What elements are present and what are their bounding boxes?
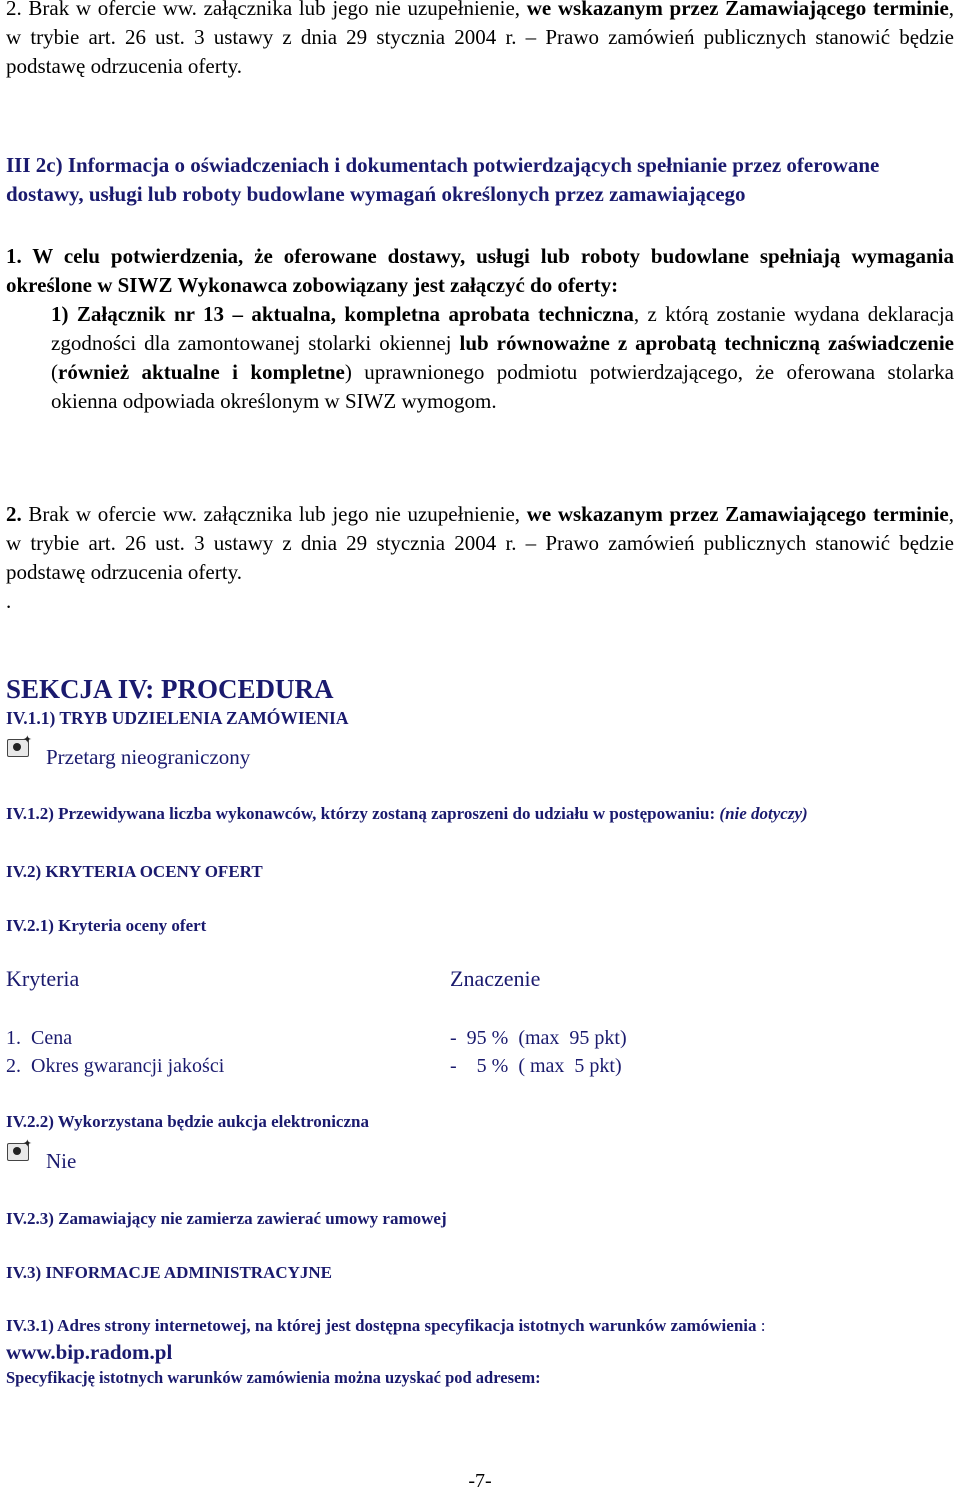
paragraph-top-rest: , w trybie art. 26 ust. 3 ustawy z dnia 29 stycznia 2004 r. – Prawo zamówień publicznych stanowić będzie podstawę odrzucenia oferty. [6,0,955,78]
criteria-row-num: 2. [6,1055,21,1077]
bip-url-link[interactable]: www.bip.radom.pl [6,1340,173,1364]
heading-iv-2-1-text: IV.2.1) Kryteria oceny ofert [6,916,207,935]
attachment-item-bold2: lub równoważne z aprobatą techniczną zaświadczenie [459,331,955,355]
heading-iv-2-2-text: IV.2.2) Wykorzystana będzie aukcja elektroniczna [6,1112,369,1131]
heading-iv-1-2-value: (nie dotyczy) [719,804,808,823]
paragraph-2-bold: we wskazanym przez Zamawiającego terminie [526,502,949,526]
criteria-row-name: Okres gwarancji jakości [31,1055,225,1077]
heading-iv-3 [6,1262,954,1284]
aukcja-row [6,1138,954,1174]
heading-iv-2-2 [6,1111,954,1133]
aukcja-value: Nie [46,1149,77,1173]
criteria-header-znaczenie: Znaczenie [450,966,541,991]
paragraph-top [6,0,954,81]
tryb-row [6,734,954,769]
heading-iii-2c [6,151,954,209]
option-selected-icon: ✦ [6,1142,30,1162]
attachment-item-mid: , z którą zostanie wydana deklaracja zgodności dla zamontowanej stolarki okiennej [51,302,954,355]
heading-iv-2-3-text: IV.2.3) Zamawiający nie zamierza zawierać umowy ramowej [6,1209,447,1228]
paragraph-2-text: Brak w ofercie ww. załącznika lub jego nie uzupełnienie, [21,502,527,526]
criteria-row-weight: - 95 % (max 95 pkt) [450,1027,627,1049]
heading-iv-2 [6,861,954,883]
paragraph-top-text: 2. Brak w ofercie ww. załącznika lub jego nie uzupełnienie, [6,0,521,20]
heading-iv-1-2 [6,803,954,825]
paragraph-2-rest: , w trybie art. 26 ust. 3 ustawy z dnia 29 stycznia 2004 r. – Prawo zamówień publicznych stanowić będzie podstawę odrzucenia oferty. [6,502,954,584]
attachment-item-end: ) uprawnionego podmiotu potwierdzającego, że oferowana stolarka okienna odpowiada określonym w SIWZ wymogom. [51,360,954,413]
heading-iii-2c-text: III 2c) Informacja o oświadczeniach i dokumentach potwierdzających spełnianie przez oferowane dostawy, usługi lub roboty budowlane wymagań określonych przez zamawiającego [6,153,880,206]
page-number: -7- [468,1470,492,1492]
attachment-item-mid2: ( [51,360,58,384]
section-title: SEKCJA IV: PROCEDURA [6,674,334,704]
heading-iv-3-text: IV.3) INFORMACJE ADMINISTRACYJNE [6,1263,333,1282]
criteria-row [6,1024,72,1052]
criteria-row-weight: - 5 % ( max 5 pkt) [450,1055,622,1077]
heading-iv-1-1-text: IV.1.1) TRYB UDZIELENIA ZAMÓWIENIA [6,708,349,728]
paragraph-1-intro: 1. W celu potwierdzenia, że oferowane dostawy, usługi lub roboty budowlane spełniają wymagania określone w SIWZ [6,244,954,297]
attachment-item [6,300,954,416]
paragraph-1 [6,242,954,300]
option-selected-icon: ✦ [6,738,30,758]
attachment-item-bold3: również aktualne i kompletne [58,360,345,384]
criteria-row [6,1052,224,1080]
heading-iv-1-1 [6,706,954,730]
paragraph-2-num: 2. [6,502,22,526]
heading-iv-3-1 [6,1315,954,1337]
spec-address-line: Specyfikację istotnych warunków zamówienia można uzyskać pod adresem: [6,1368,541,1387]
heading-iv-2-3 [6,1208,954,1230]
paragraph-2 [6,500,954,587]
heading-iv-2-text: IV.2) KRYTERIA OCENY OFERT [6,862,263,881]
heading-iv-2-1 [6,915,954,937]
heading-iv-1-2-label: IV.1.2) Przewidywana liczba wykonawców, którzy zostaną zaproszeni do udziału w postępowaniu: [6,804,720,823]
heading-iv-3-1-label: IV.3.1) Adres strony internetowej, na której jest dostępna specyfikacja istotnych warunków zamówienia [6,1316,757,1335]
attachment-item-bold: 1) Załącznik nr 13 – aktualna, kompletna aprobata techniczna [51,302,634,326]
criteria-header-kryteria: Kryteria [6,966,80,991]
criteria-row-name: Cena [31,1027,73,1049]
paragraph-1-intro-b: Wykonawca zobowiązany jest załączyć do oferty: [172,273,619,297]
paragraph-top-bold: we wskazanym przez Zamawiającego terminie [526,0,949,20]
tryb-value: Przetarg nieograniczony [46,745,251,769]
criteria-row-num: 1. [6,1027,21,1049]
heading-iv-3-1-colon: : [756,1316,766,1335]
stray-dot: . [6,589,12,613]
